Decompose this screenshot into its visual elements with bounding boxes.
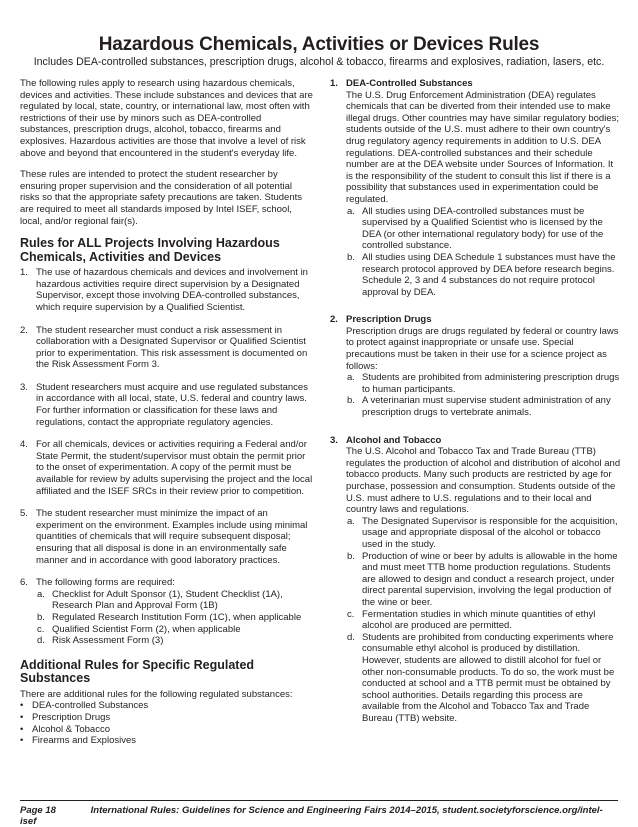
rule-number: 3.	[20, 381, 28, 393]
left-column	[20, 78, 313, 747]
rule-number: 2.	[20, 324, 28, 336]
section-item-text: All studies using DEA Schedule 1 substances must have the research protocol approved by DEA before research begins. Schedule 2, 3 and 4 substances do not require protocol approval by DEA.	[362, 251, 616, 298]
rule-item	[20, 325, 313, 371]
list-item	[20, 724, 313, 736]
form-item	[36, 612, 313, 624]
rule-item	[20, 267, 313, 313]
section-item-text: The Designated Supervisor is responsible for the acquisition, usage and appropriate disposal of the alcohol or tobacco used in the study.	[362, 515, 618, 550]
section-item	[346, 372, 621, 395]
bullet-icon: •	[20, 735, 24, 747]
section-item-text: Students are prohibited from administering prescription drugs to human participants.	[362, 372, 620, 395]
section-text: The U.S. Drug Enforcement Administration (DEA) regulates chemicals that can be diverted from their intended use to make illegal drugs. Other countries may have similar regulatory bodies; students outside of the U.S. must adhere to their own country's drug regulatory agency requirements in addition to U.S. DEA regulations. DEA-controlled substances and their schedule number are at the DEA website under Sources of Information. It is the responsibility of the student to consult this list if there is a possibility that substances used in experimentation could be regulated.	[346, 89, 619, 205]
bullet-icon: •	[20, 700, 24, 712]
intro-paragraph-2: These rules are intended to protect the student researcher by ensuring proper supervision and the consideration of all potential risks so that the appropriate safety precautions are taken. Students are required to meet all standards imposed by Intel ISEF, school, local, and/or regional fair(s).	[20, 169, 302, 227]
form-item-text: Regulated Research Institution Form (1C), when applicable	[52, 611, 302, 623]
section-item	[346, 206, 621, 252]
rule-number: 6.	[20, 577, 28, 589]
section-item-letter: b.	[347, 395, 355, 407]
section-item-letter: a.	[347, 205, 355, 217]
section-item	[346, 516, 621, 551]
section-title: Prescription Drugs	[346, 314, 432, 326]
section-item-letter: b.	[347, 251, 355, 263]
section-item-letter: a.	[347, 515, 355, 527]
section-number: 2.	[330, 314, 338, 326]
bullet-icon: •	[20, 723, 24, 735]
section-title: Alcohol and Tobacco	[346, 434, 442, 446]
section-item	[346, 632, 621, 725]
form-item-letter: d.	[37, 635, 45, 647]
additional-intro: There are additional rules for the following regulated substances:	[20, 688, 293, 700]
list-item	[20, 712, 313, 724]
rule-item-forms	[20, 577, 313, 647]
rule-text: The student researcher must minimize the impact of an experiment on the environment. Examples include using minimal quantities of chemicals that will require subsequent disposal; ensuring that all disposal is done in an environmentally safe manner and in accordance with good laboratory practices.	[36, 508, 308, 566]
section-item	[346, 395, 621, 418]
rule-text: For all chemicals, devices or activities requiring a Federal and/or State Permit, the student/supervisor must obtain the permit prior to the onset of experimentation. A copy of the permit must be available for review by adults supervising the project and the local affiliated and the ISEF SRCs in their review prior to competition.	[36, 439, 313, 497]
form-item	[36, 624, 313, 636]
intro-paragraph-1: The following rules apply to research using hazardous chemicals, devices and activities. These include substances and devices that are regulated by local, state, country, or international law, most often with restrictions of their use by minors such as DEA-controlled substances, prescription drugs, alcohol, tobacco, firearms and explosives. Hazardous activities are those that involve a level of risk above and beyond that encountered in the student's everyday life.	[20, 78, 313, 159]
rule-number: 1.	[20, 267, 28, 279]
section-item-text: All studies using DEA-controlled substances must be supervised by a Qualified Scientist who is licensed by the DEA (or other international regulatory body) for use of the controlled substance.	[362, 205, 604, 252]
general-rules-list	[20, 267, 313, 647]
rule-text: The student researcher must conduct a risk assessment in collaboration with a Designated Supervisor or Qualified Scientist prior to experimentation. This risk assessment is documented on the Risk Assessment Form 3.	[36, 324, 308, 371]
section-item	[346, 252, 621, 298]
section-title: DEA-Controlled Substances	[346, 78, 473, 89]
rule-item	[20, 382, 313, 428]
right-column	[330, 78, 621, 735]
section-item-letter: b.	[347, 550, 355, 562]
regulated-substances-list	[20, 700, 313, 746]
section-item-text: Production of wine or beer by adults is allowable in the home and must meet TTB home production regulations. Students are allowed to design and conduct a research project, under direct parental supervision, involving the legal production of the wine or beer.	[362, 550, 618, 608]
page-subtitle: Includes DEA-controlled substances, prescription drugs, alcohol & tobacco, firearms and explosives, radiation, lasers, etc.	[33, 56, 605, 68]
form-item-text: Risk Assessment Form (3)	[52, 635, 164, 647]
rule-item	[20, 508, 313, 566]
form-item	[36, 635, 313, 647]
rule-text: The use of hazardous chemicals and devices and involvement in hazardous activities require direct supervision by a Designated Supervisor, except those involving DEA-controlled substances, which require supervision by a Qualified Scientist.	[36, 267, 308, 313]
section-text: Prescription drugs are drugs regulated by federal or country laws to protect against inappropriate or unsafe use. Special precautions must be taken in their use for a science project as follows:	[346, 325, 619, 372]
list-item-text: Alcohol & Tobacco	[32, 723, 110, 735]
rule-text: Student researchers must acquire and use regulated substances in accordance with all local, state, U.S. federal and country laws. For further information or classification for these laws and regulations, contact the appropriate regulatory agencies.	[36, 381, 308, 428]
form-item-letter: c.	[37, 623, 45, 635]
form-item-text: Checklist for Adult Sponsor (1), Student Checklist (1A), Research Plan and Approval Form (1B)	[52, 588, 283, 612]
list-item-text: Firearms and Explosives	[32, 735, 137, 747]
page-footer	[20, 800, 618, 827]
section-item	[346, 551, 621, 609]
section-prescription-drugs	[330, 314, 621, 418]
form-item-letter: a.	[37, 588, 45, 600]
list-item-text: DEA-controlled Substances	[32, 700, 149, 712]
section-dea	[330, 78, 621, 298]
rule-item	[20, 439, 313, 497]
section-alcohol-tobacco	[330, 435, 621, 725]
section-item-letter: d.	[347, 631, 355, 643]
page-number: Page 18	[20, 805, 56, 816]
rule-number: 4.	[20, 439, 28, 451]
section-item	[346, 609, 621, 632]
form-item	[36, 589, 313, 612]
section-item-text: A veterinarian must supervise student administration of any prescription drugs to vertebrate animals.	[362, 395, 611, 419]
bullet-icon: •	[20, 711, 24, 723]
section-item-text: Students are prohibited from conducting experiments where consumable ethyl alcohol is produced by distillation. However, students are allowed to distill alcohol for fuel or other non-consumable products. To do so, the work must be conducted at school and a TTB permit must be obtained by school authorities. Details regarding this process are available from the Alcohol and Tobacco Tax and Trade Bureau (TTB) website.	[362, 631, 615, 724]
section-number: 1.	[330, 78, 338, 89]
footer-text: International Rules: Guidelines for Science and Engineering Fairs 2014–2015, student.societyforscience.org/intel-isef	[20, 805, 603, 827]
form-item-text: Qualified Scientist Form (2), when applicable	[52, 623, 241, 635]
list-item	[20, 735, 313, 747]
list-item-text: Prescription Drugs	[32, 711, 111, 723]
section-number: 3.	[330, 434, 338, 446]
rule-number: 5.	[20, 508, 28, 520]
section-item-letter: c.	[347, 608, 355, 620]
list-item	[20, 700, 313, 712]
section-item-letter: a.	[347, 372, 355, 384]
heading-all-projects: Rules for ALL Projects Involving Hazardous Chemicals, Activities and Devices	[20, 236, 280, 264]
section-item-text: Fermentation studies in which minute quantities of ethyl alcohol are produced are permitted.	[362, 608, 596, 632]
form-item-letter: b.	[37, 611, 45, 623]
section-text: The U.S. Alcohol and Tobacco Tax and Trade Bureau (TTB) regulates the production of alcohol and distribution of alcohol and tobacco products. Many such products are restricted by age for purchase, possession and consumption. Students outside of the U.S. must adhere to U.S. regulations and to their local and country laws and regulations.	[346, 446, 621, 516]
page-title: Hazardous Chemicals, Activities or Devices Rules	[98, 34, 540, 55]
rule-text: The following forms are required:	[36, 577, 175, 589]
heading-additional-rules: Additional Rules for Specific Regulated Substances	[20, 657, 255, 686]
